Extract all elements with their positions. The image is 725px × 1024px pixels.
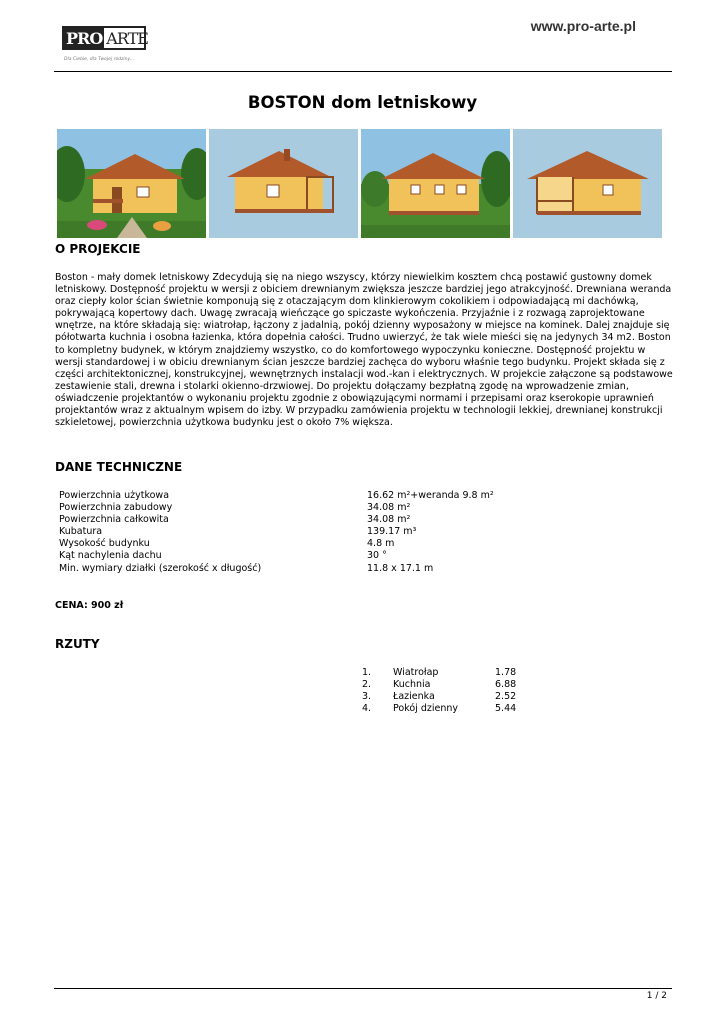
- room-number: 2.: [362, 679, 372, 691]
- tech-label: Wysokość budynku: [59, 538, 150, 550]
- room-number: 1.: [362, 667, 372, 678]
- tech-row: [59, 490, 559, 502]
- tech-row: [59, 538, 559, 550]
- room-row: [362, 667, 516, 679]
- room-area: 6.88: [495, 679, 517, 691]
- room-name: Wiatrołap: [393, 667, 439, 678]
- logo-tagline: Dla Ciebie, dla Twojej rodziny...: [64, 57, 135, 62]
- website-url[interactable]: www.pro-arte.pl: [530, 18, 636, 34]
- header-divider: [54, 71, 672, 72]
- room-name: Kuchnia: [393, 679, 431, 691]
- logo-box: [62, 26, 146, 50]
- tech-label: Min. wymiary działki (szerokość x długość): [59, 562, 262, 574]
- section-heading-about: O PROJEKCIE: [55, 242, 141, 256]
- price-label: CENA: 900 zł: [55, 600, 124, 611]
- tech-value: 4.8 m: [367, 538, 395, 550]
- tech-value: 139.17 m³: [367, 526, 417, 538]
- page-number: 1 / 2: [646, 991, 667, 1001]
- room-row: [362, 691, 516, 703]
- tech-value: 34.08 m²: [367, 502, 411, 514]
- room-row: [362, 703, 516, 715]
- room-area: 1.78: [495, 667, 517, 678]
- tech-label: Kąt nachylenia dachu: [59, 550, 162, 562]
- tech-value: 34.08 m²: [367, 514, 411, 526]
- tech-label: Powierzchnia zabudowy: [59, 502, 173, 514]
- tech-row: [59, 550, 559, 562]
- room-number: 3.: [362, 691, 372, 703]
- room-number: 4.: [362, 703, 372, 715]
- pro-arte-logo[interactable]: [62, 26, 152, 66]
- tech-value: 16.62 m²+weranda 9.8 m²: [367, 490, 494, 501]
- tech-value: 30 °: [367, 550, 387, 562]
- tech-label: Powierzchnia całkowita: [59, 514, 169, 526]
- about-text: Boston - mały domek letniskowy Zdecydują się na niego wszyscy, którzy niewielkim kosztem chcą postawić gustowny domek letniskowy. Dostępność projektu w wersji z obiciem drewnianym zwiększa jeszcze bardziej jego atrakcyjność. Drewniana weranda oraz ciepły kolor ścian świetnie komponują się z otaczającym dom klinkierowym cokolikiem i odpowiadającą mi dachówką, pokrywającą kopertowy dach. Uwagę zwracają wieńczące go spiczaste wykończenia. Przyjaźnie i z rozwagą zaprojektowane wnętrze, na które składają się: wiatrołap, łączony z jadalnią, pokój dzienny wyposażony w miejsce na kominek. Dalej znajduje się półotwarta kuchnia i osobna łazienka, która dopełnia całości. Trudno uwierzyć, że tak wiele mieści się na jedynych 34 m2. Boston to kompletny budynek, w którym znajdziemy wszystko, co do komfortowego wypoczynku konieczne. Dostępność projektu w wersji standardowej i w obiciu drewnianym ścian jeszcze bardziej zachęca do wyboru właśnie tego budynku. Projekt składa się z części architektonicznej, konstrukcyjnej, wewnętrznych instalacji wod.-kan i elektrycznych. W projekcie załączone są podstawowe zestawienie stali, drewna i stolarki okienno-drzwiowej. Do projektu dołączamy bezpłatną zgodę na wprowadzenie zmian, oświadczenie projektantów o wykonaniu projektu zgodnie z obowiązującymi normami i przepisami oraz kserokopie uprawnień projektantów wraz z aktualnym wpisem do izby. W przypadku zamówienia projektu w technologii lekkiej, drewnianej konstrukcji szkieletowej, powierzchnia użytkowa budynku jest o około 7% większa.: [55, 272, 673, 429]
- page-title: BOSTON dom letniskowy: [247, 93, 478, 112]
- house-photo-1[interactable]: [57, 129, 206, 238]
- tech-row: [59, 502, 559, 514]
- tech-table: [59, 490, 559, 575]
- room-row: [362, 679, 516, 691]
- room-name: Łazienka: [393, 691, 435, 703]
- logo-text-pro: PRO: [66, 28, 103, 48]
- house-photo-3[interactable]: [361, 129, 510, 238]
- tech-label: Powierzchnia użytkowa: [59, 490, 170, 501]
- photo-gallery: [57, 129, 662, 238]
- rooms-list: [362, 667, 516, 715]
- tech-row: [59, 526, 559, 538]
- house-photo-4[interactable]: [513, 129, 662, 238]
- section-heading-tech: DANE TECHNICZNE: [55, 460, 183, 474]
- room-name: Pokój dzienny: [393, 703, 459, 715]
- logo-text-arte: ARTE: [106, 28, 148, 48]
- tech-row: [59, 514, 559, 526]
- tech-row: [59, 563, 559, 575]
- tech-value: 11.8 x 17.1 m: [367, 562, 434, 574]
- section-heading-floorplans: RZUTY: [55, 637, 100, 651]
- house-photo-2[interactable]: [209, 129, 358, 238]
- footer-divider: [54, 988, 672, 989]
- room-area: 2.52: [495, 691, 517, 703]
- room-area: 5.44: [495, 703, 517, 715]
- tech-label: Kubatura: [59, 526, 103, 538]
